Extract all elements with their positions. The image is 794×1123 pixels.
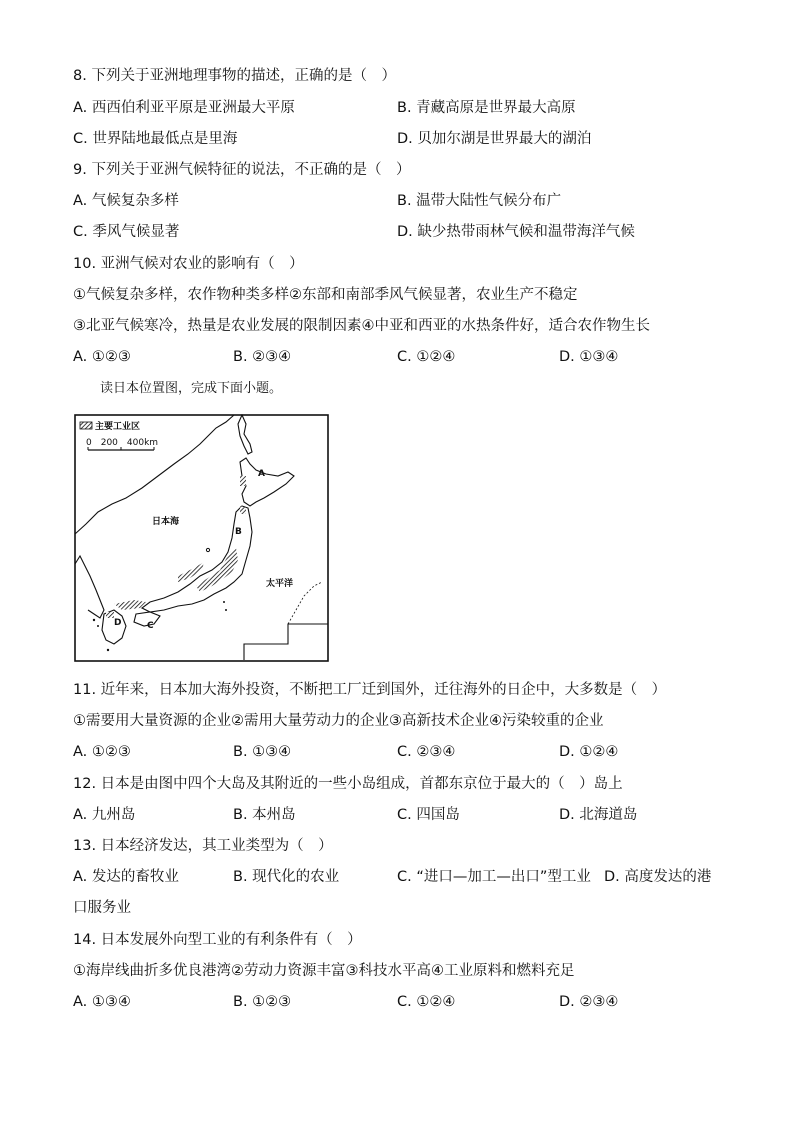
small-island [223, 601, 225, 603]
q12-stem: 12. 日本是由图中四个大岛及其附近的一些小岛组成，首都东京位于最大的（ ）岛上 [73, 776, 623, 792]
kyushu-industrial-zone [106, 612, 114, 618]
q12-option-c[interactable]: C. 四国岛 [397, 807, 460, 823]
q10-statement-line-1: ①气候复杂多样，农作物种类多样②东部和南部季风气候显著，农业生产不稳定 [73, 287, 578, 303]
legend-hatch-swatch [80, 422, 92, 429]
map-intro-text: 读日本位置图，完成下面小题。 [100, 381, 283, 396]
q14-statement-line-1: ①海岸线曲折多优良港湾②劳动力资源丰富③科技水平高④工业原料和燃料充足 [73, 963, 575, 979]
q13-option-a[interactable]: A. 发达的畜牧业 [73, 869, 179, 885]
q14-option-a[interactable]: A. ①③④ [73, 994, 131, 1010]
q10-statement-line-2: ③北亚气候寒冷，热量是农业发展的限制因素④中亚和西亚的水热条件好，适合农作物生长 [73, 318, 650, 334]
q12-option-b[interactable]: B. 本州岛 [233, 807, 296, 823]
q8-option-b[interactable]: B. 青藏高原是世界最大高原 [397, 100, 576, 116]
q13-option-b[interactable]: B. 现代化的农业 [233, 869, 340, 885]
q13-stem: 13. 日本经济发达，其工业类型为（ ） [73, 838, 333, 854]
small-island [97, 625, 99, 627]
small-island [93, 619, 95, 621]
q9-option-c[interactable]: C. 季风气候显著 [73, 224, 180, 240]
q10-option-a[interactable]: A. ①②③ [73, 349, 131, 365]
small-island [225, 609, 227, 611]
q14-option-b[interactable]: B. ①②③ [233, 994, 292, 1010]
legend-industrial-zone: 主要工业区 [95, 422, 141, 432]
q10-option-b[interactable]: B. ②③④ [233, 349, 292, 365]
label-c: C [147, 621, 154, 631]
hokkaido-industrial-zone [240, 476, 246, 486]
q12-option-a[interactable]: A. 九州岛 [73, 807, 136, 823]
q13-option-d-continuation: 口服务业 [73, 900, 131, 916]
label-d: D [114, 618, 122, 628]
label-b: B [235, 527, 242, 537]
label-pacific-ocean: 太平洋 [266, 579, 294, 589]
scale-label: 0 200 400km [86, 438, 159, 448]
q12-option-d[interactable]: D. 北海道岛 [559, 807, 638, 823]
q10-stem: 10. 亚洲气候对农业的影响有（ ） [73, 256, 304, 272]
label-a: A [258, 469, 265, 479]
q9-stem: 9. 下列关于亚洲气候特征的说法，不正确的是（ ） [73, 162, 411, 178]
q9-option-d[interactable]: D. 缺少热带雨林气候和温带海洋气候 [397, 224, 635, 240]
q11-option-b[interactable]: B. ①③④ [233, 744, 292, 760]
q8-option-c[interactable]: C. 世界陆地最低点是里海 [73, 131, 238, 147]
small-island [107, 649, 109, 651]
q9-option-a[interactable]: A. 气候复杂多样 [73, 193, 179, 209]
label-sea-of-japan: 日本海 [152, 517, 180, 527]
q8-stem: 8. 下列关于亚洲地理事物的描述，正确的是（ ） [73, 68, 396, 84]
q14-option-d[interactable]: D. ②③④ [559, 994, 619, 1010]
q10-option-d[interactable]: D. ①③④ [559, 349, 619, 365]
q8-option-a[interactable]: A. 西西伯利亚平原是亚洲最大平原 [73, 100, 295, 116]
q10-option-c[interactable]: C. ①②④ [397, 349, 456, 365]
q13-option-d[interactable]: D. 高度发达的港 [604, 869, 712, 885]
q11-statement-line-1: ①需要用大量资源的企业②需用大量劳动力的企业③高新技术企业④污染较重的企业 [73, 713, 604, 729]
q14-stem: 14. 日本发展外向型工业的有利条件有（ ） [73, 932, 362, 948]
japan-location-map [74, 414, 329, 662]
q11-option-c[interactable]: C. ②③④ [397, 744, 456, 760]
q11-stem: 11. 近年来，日本加大海外投资，不断把工厂迁到国外，迁往海外的日企中，大多数是（ ） [73, 682, 667, 698]
q11-option-a[interactable]: A. ①②③ [73, 744, 131, 760]
q11-option-d[interactable]: D. ①②④ [559, 744, 619, 760]
q8-option-d[interactable]: D. 贝加尔湖是世界最大的湖泊 [397, 131, 592, 147]
q9-option-b[interactable]: B. 温带大陆性气候分布广 [397, 193, 562, 209]
q14-option-c[interactable]: C. ①②④ [397, 994, 456, 1010]
q13-option-c[interactable]: C. “进口—加工—出口”型工业 [397, 869, 591, 885]
